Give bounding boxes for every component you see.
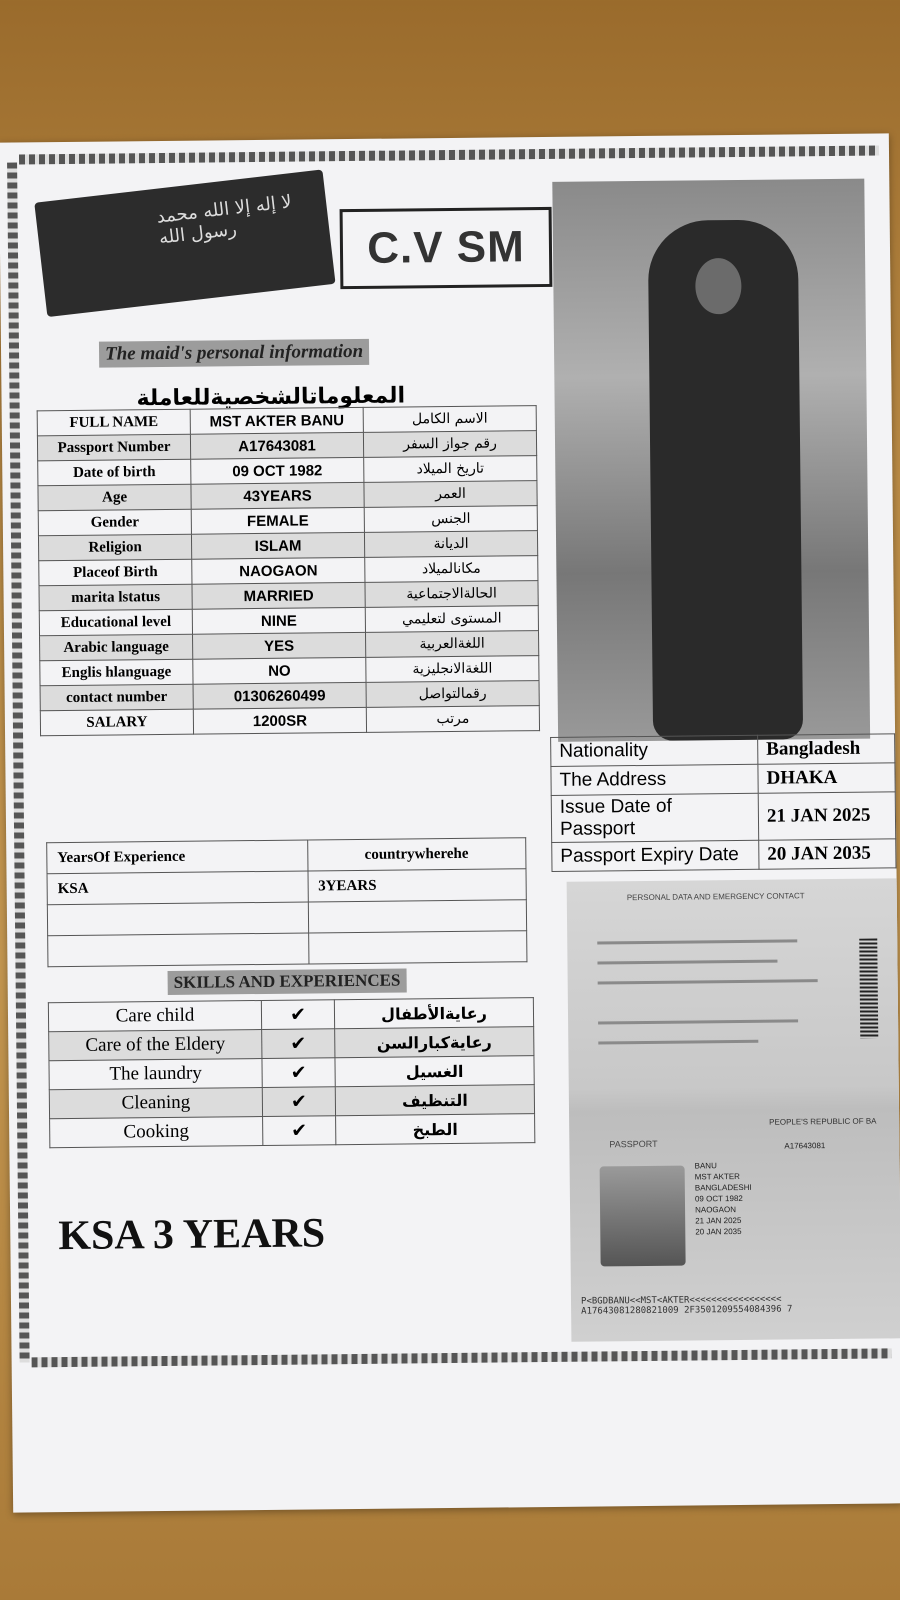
skill-row [50,1114,535,1148]
skills-title: SKILLS AND EXPERIENCES [168,968,407,994]
info-label-ar: الجنس [364,506,537,533]
info-label: Educational level [39,609,192,636]
info-label: Placeof Birth [39,559,192,586]
info-value: NO [193,657,366,684]
checkmark-icon: ✔ [262,1058,335,1088]
exp-years: 3YEARS [307,869,526,902]
experience-table [46,837,527,967]
passport-summary-row [552,839,896,872]
passport-data-line [597,939,797,944]
saudi-flag-image [34,169,335,317]
info-value: 01306260499 [193,682,366,709]
info-label: Age [38,484,191,511]
exp-col-years-header: YearsOf Experience [47,840,308,874]
skills-table [48,997,536,1148]
info-value: ISLAM [191,532,364,559]
passport-scan [567,878,900,1341]
passport-number: A17643081 [784,1141,826,1151]
info-label: Gender [38,509,191,536]
passport-country-header: PEOPLE'S REPUBLIC OF BA [769,1116,877,1127]
info-value: FEMALE [191,507,364,534]
personal-info-table [37,405,540,736]
cv-document [0,133,900,1512]
passport-dob: 09 OCT 1982 [694,1193,743,1204]
passport-surname: BANU [694,1161,717,1171]
info-label: marita lstatus [39,584,192,611]
passport-place: NAOGAON [695,1205,737,1215]
summary-headline: KSA 3 YEARS [58,1210,326,1260]
info-value: MARRIED [192,582,365,609]
info-label-ar: مكانالميلاد [365,556,538,583]
skill-name: Care of the Eldery [49,1029,262,1060]
skill-name: The laundry [49,1058,262,1089]
section-title-ar: المعلوماتالشخصيةللعاملة [136,383,406,412]
summary-label: The Address [551,764,758,795]
info-value: YES [193,632,366,659]
skill-name-ar: رعايةالأطفال [334,998,533,1029]
flag-shahada-text: لا إله إلا الله محمد رسول الله [155,191,293,249]
skill-name: Cooking [50,1116,263,1147]
passport-issue: 21 JAN 2025 [695,1215,742,1226]
passport-barcode [859,939,878,1039]
info-value: 09 OCT 1982 [191,457,364,484]
info-label: Passport Number [37,434,190,461]
exp-empty-cell [47,902,308,936]
info-label-ar: العمر [364,481,537,508]
info-label-ar: المستوى لتعليمي [365,606,538,633]
checkmark-icon: ✔ [262,1029,335,1059]
passport-emergency-title: PERSONAL DATA AND EMERGENCY CONTACT [626,891,805,903]
info-label-ar: تاريخ الميلاد [364,456,537,483]
info-row [40,706,539,736]
info-value: 43YEARS [191,482,364,509]
info-label-ar: اللغةالعربية [365,631,538,658]
skill-name-ar: التنظيف [335,1085,534,1116]
exp-col-country-header: countrywherehe [307,838,526,871]
info-label-ar: الديانة [364,531,537,558]
info-value: NINE [192,607,365,634]
passport-summary-row [551,792,895,843]
decorative-border-bottom [32,1348,892,1367]
exp-country: KSA [47,871,308,905]
passport-summary-row [551,734,895,767]
cv-logo: C.V SM [340,207,553,289]
passport-summary-row [551,763,895,796]
passport-mrz [581,1294,793,1316]
info-label: Arabic language [40,634,193,661]
passport-given-name: MST AKTER [694,1171,740,1182]
skill-name-ar: رعايةكبارالسن [335,1027,534,1058]
skill-name: Care child [48,1000,261,1031]
passport-summary-table [550,733,896,872]
passport-data-line [598,1040,758,1045]
checkmark-icon: ✔ [263,1116,336,1146]
summary-value: 21 JAN 2025 [758,792,895,840]
info-label: contact number [40,684,193,711]
skill-name: Cleaning [49,1087,262,1118]
passport-data-line [597,960,777,965]
passport-data-line [598,979,818,984]
info-value: MST AKTER BANU [190,407,363,434]
person-face [695,258,742,314]
decorative-border-left [7,163,30,1363]
passport-label: PASSPORT [609,1138,658,1150]
exp-empty-cell [308,900,527,933]
passport-nationality: BANGLADESHI [694,1182,752,1193]
skill-name-ar: الغسيل [335,1056,534,1087]
checkmark-icon: ✔ [262,1087,335,1117]
section-title-en: The maid's personal information [99,339,369,368]
exp-empty-cell [48,933,309,967]
maid-photo [552,179,870,742]
info-label-ar: الحالةالاجتماعية [365,581,538,608]
passport-photo [600,1166,686,1267]
info-value: 1200SR [193,707,366,734]
summary-label: Passport Expiry Date [552,840,759,871]
info-label: FULL NAME [37,409,190,436]
passport-mrz-line1: P<BGDBANU<<MST<AKTER<<<<<<<<<<<<<<<<< [580,1294,782,1307]
summary-value: DHAKA [758,763,895,793]
summary-value: 20 JAN 2035 [759,839,896,869]
info-label-ar: اللغةالانجليزية [366,656,539,683]
info-value: NAOGAON [192,557,365,584]
info-label: SALARY [40,709,193,736]
skill-name-ar: الطبخ [336,1114,535,1145]
info-label-ar: رقم جواز السفر [363,431,536,458]
checkmark-icon: ✔ [261,1000,334,1030]
exp-empty-cell [308,931,527,964]
summary-value: Bangladesh [758,734,895,764]
decorative-border-top [19,145,879,164]
info-value: A17643081 [190,432,363,459]
info-label: Religion [38,534,191,561]
info-label-ar: مرتب [366,706,539,733]
passport-data-line [598,1019,798,1024]
summary-label: Nationality [551,735,758,766]
info-label-ar: رقمالتواصل [366,681,539,708]
passport-fields [695,1160,753,1238]
info-label: Englis hlanguage [40,659,193,686]
summary-label: Issue Date of Passport [551,793,758,842]
info-label: Date of birth [38,459,191,486]
info-label-ar: الاسم الكامل [363,406,536,433]
passport-expiry: 20 JAN 2035 [695,1226,742,1237]
passport-mrz-line2: A17643081280821009 2F3501209554084396 7 [581,1304,793,1317]
